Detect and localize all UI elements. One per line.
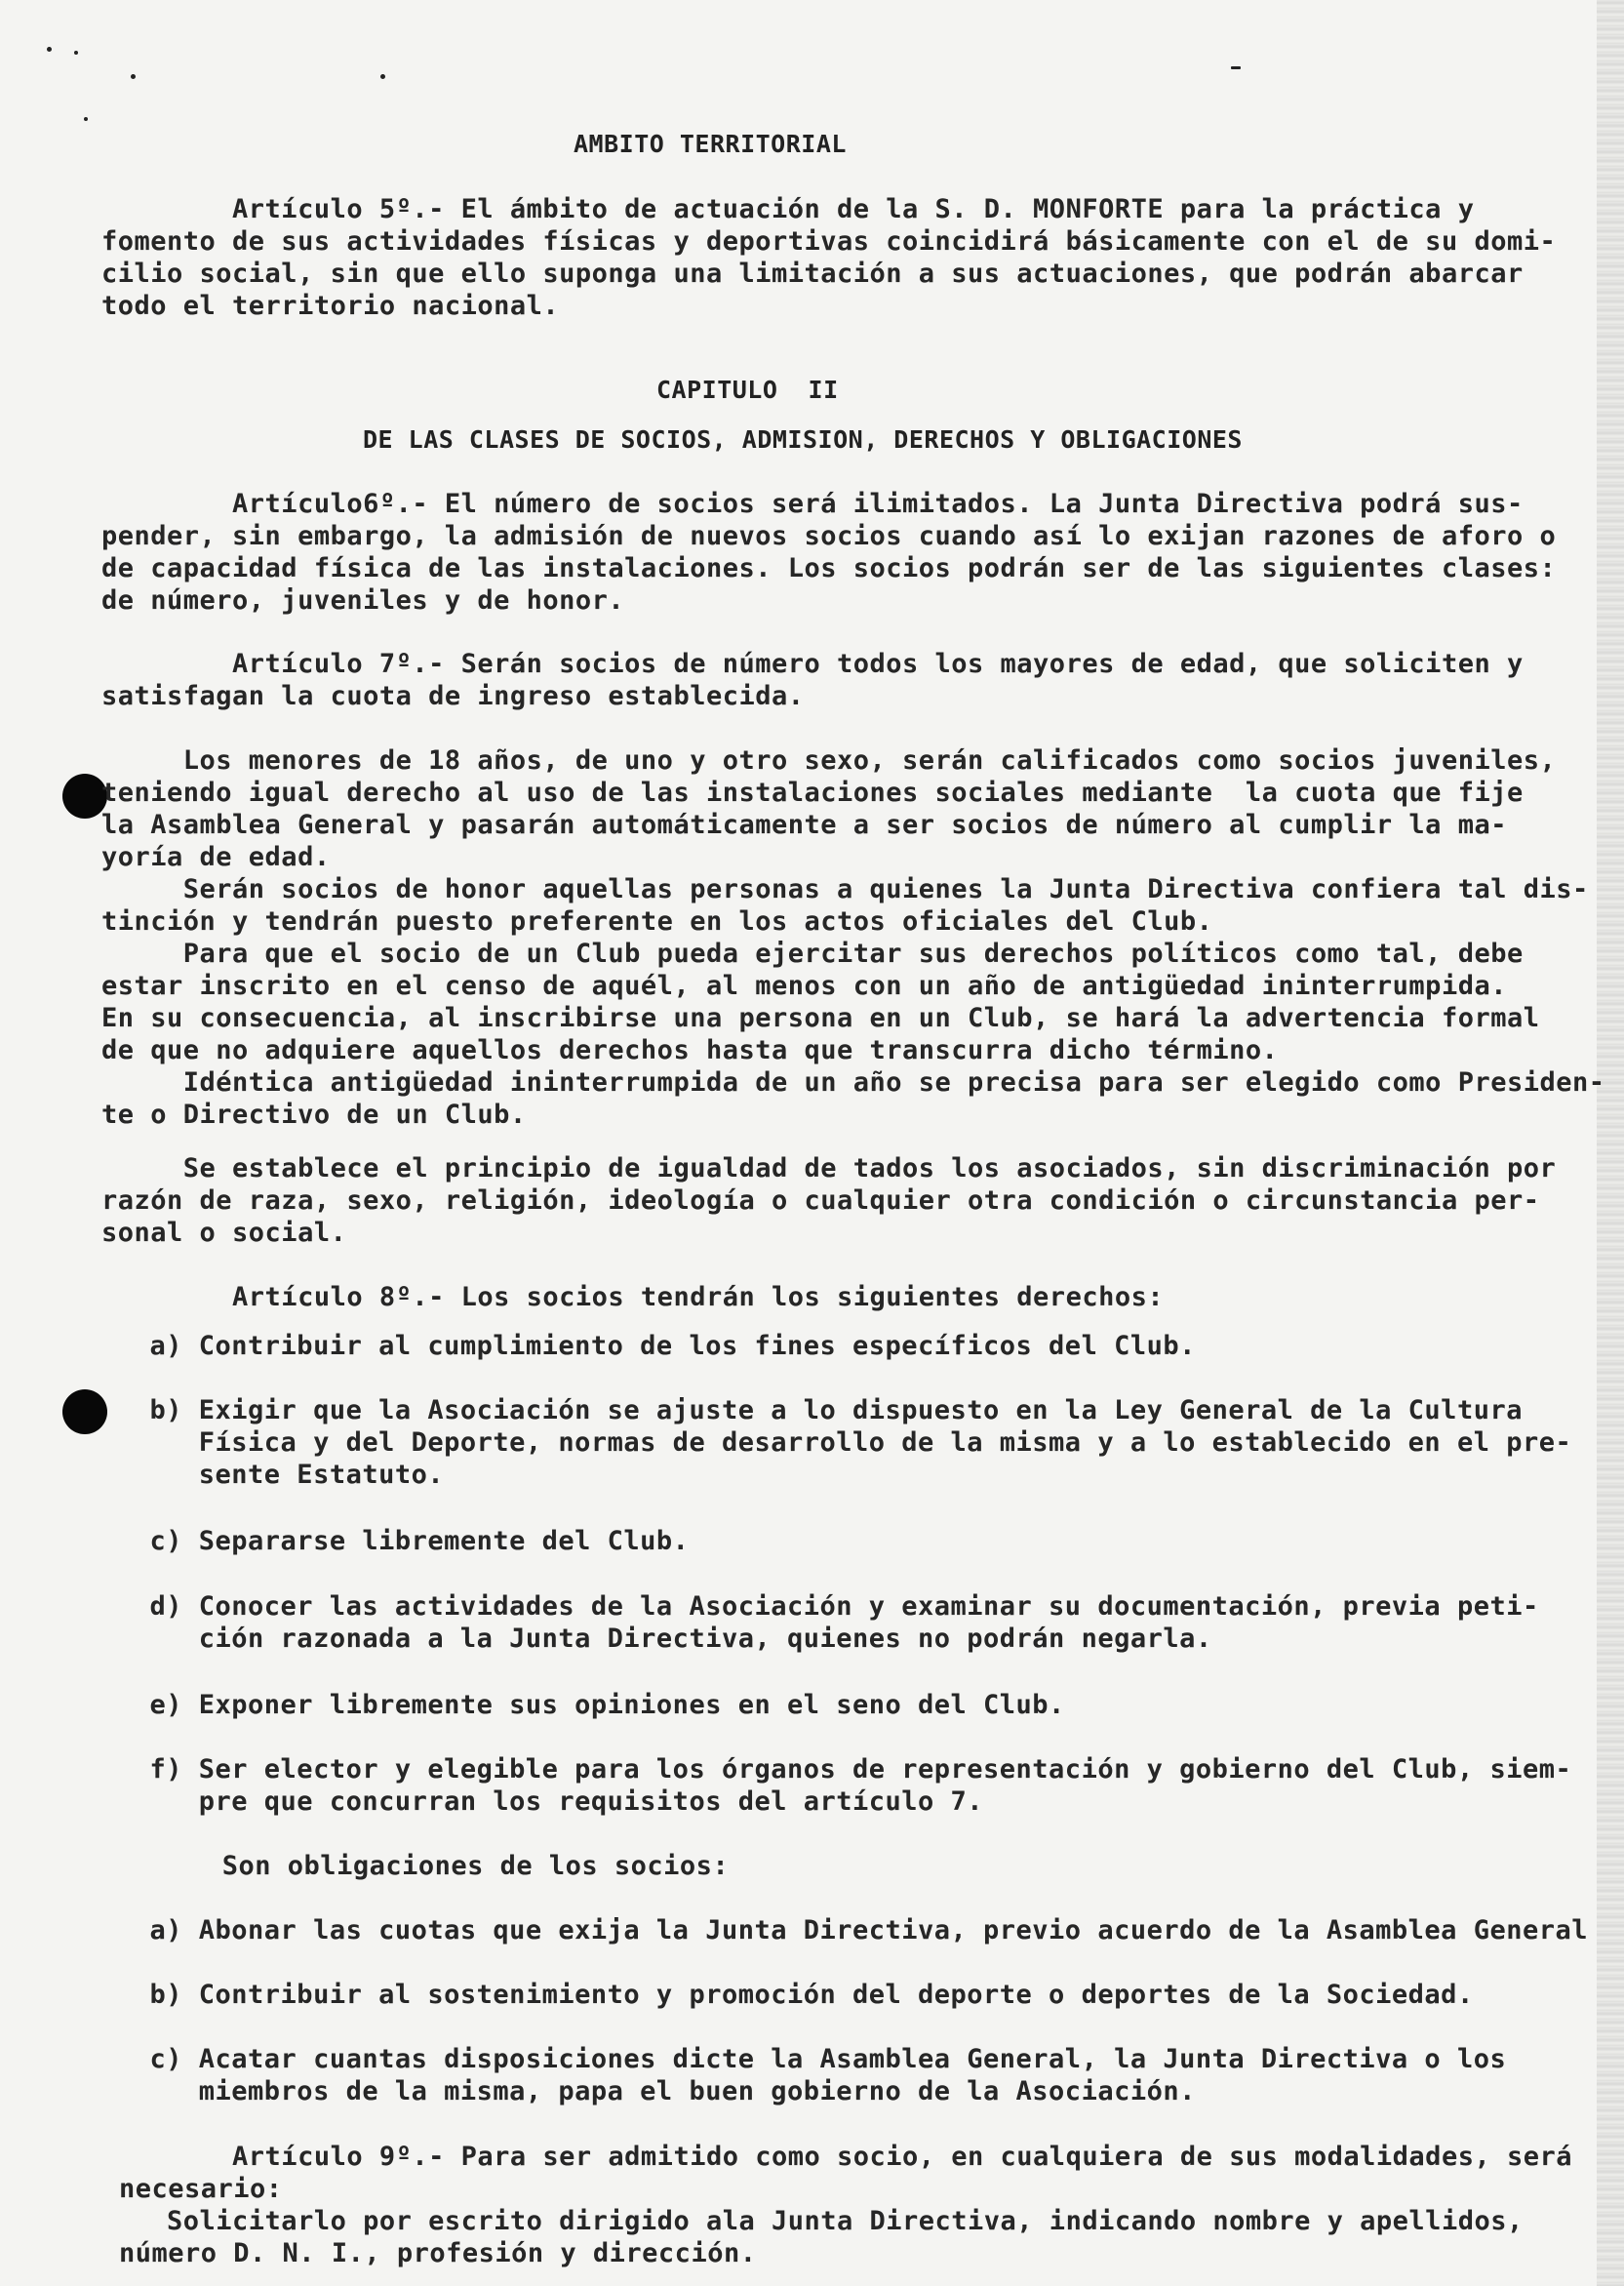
derecho-b-line: sente Estatuto. — [117, 1460, 445, 1490]
menores-line: Para que el socio de un Club pueda ejercitar sus derechos políticos como tal, debe — [101, 939, 1524, 969]
igualdad-line: Se establece el principio de igualdad de tados los asociados, sin discriminación por — [101, 1153, 1557, 1183]
menores-line: Los menores de 18 años, de uno y otro sexo, serán calificados como socios juveniles, — [101, 745, 1557, 776]
art5-line: cilio social, sin que ello suponga una limitación a sus actuaciones, que podrán abarcar — [101, 259, 1524, 289]
obligacion-a: a) Abonar las cuotas que exija la Junta Directiva, previo acuerdo de la Asamblea General — [117, 1915, 1588, 1945]
menores-line: la Asamblea General y pasarán automáticamente a ser socios de número al cumplir la ma- — [101, 810, 1507, 840]
menores-line: Serán socios de honor aquellas personas a quienes la Junta Directiva confiera tal dis- — [101, 874, 1589, 904]
speck — [380, 74, 385, 79]
art6-line: de capacidad física de las instalaciones. Los socios podrán ser de las siguientes clases: — [101, 553, 1557, 583]
art7-line: Artículo 7º.- Serán socios de número todos los mayores de edad, que soliciten y — [101, 649, 1524, 679]
derecho-b-line: Física y del Deporte, normas de desarrollo de la misma y a lo establecido en el pre- — [117, 1427, 1572, 1458]
menores-line: teniendo igual derecho al uso de las instalaciones sociales mediante la cuota que fije — [101, 778, 1524, 808]
art9-line: Solicitarlo por escrito dirigido ala Junta Directiva, indicando nombre y apellidos, — [101, 2206, 1524, 2236]
art6-line: Artículo6º.- El número de socios será ilimitados. La Junta Directiva podrá sus- — [101, 489, 1524, 519]
menores-line: tinción y tendrán puesto preferente en los actos oficiales del Club. — [101, 906, 1213, 937]
punch-hole — [62, 1389, 107, 1434]
art5-line: fomento de sus actividades físicas y deportivas coincidirá básicamente con el de su domi- — [101, 226, 1557, 257]
art8-intro: Artículo 8º.- Los socios tendrán los siguientes derechos: — [101, 1282, 1165, 1312]
art6-line: de número, juveniles y de honor. — [101, 585, 625, 616]
menores-line: yoría de edad. — [101, 842, 331, 872]
menores-line: estar inscrito en el censo de aquél, al menos con un año de antigüedad ininterrumpida. — [101, 971, 1507, 1001]
derecho-e: e) Exponer libremente sus opiniones en el seno del Club. — [117, 1690, 1065, 1720]
menores-line: En su consecuencia, al inscribirse una persona en un Club, se hará la advertencia formal — [101, 1003, 1540, 1033]
speck — [47, 47, 52, 52]
derecho-c: c) Separarse libremente del Club. — [117, 1526, 690, 1556]
speck — [131, 74, 136, 79]
page-edge-shadow — [1597, 0, 1624, 2286]
obligacion-b: b) Contribuir al sostenimiento y promoción del deporte o deportes de la Sociedad. — [117, 1980, 1474, 2010]
art9-line: necesario: — [119, 2174, 283, 2204]
art5-line: todo el territorio nacional. — [101, 291, 560, 321]
obligacion-c-line: miembros de la misma, papa el buen gobierno de la Asociación. — [117, 2076, 1196, 2106]
menores-line: te o Directivo de un Club. — [101, 1100, 527, 1130]
derecho-d-line: ción razonada a la Junta Directiva, quienes no podrán negarla. — [117, 1624, 1212, 1654]
art5-line: Artículo 5º.- El ámbito de actuación de la S. D. MONFORTE para la práctica y — [101, 194, 1475, 224]
art6-line: pender, sin embargo, la admisión de nuevos socios cuando así lo exijan razones de aforo o — [101, 521, 1557, 551]
igualdad-line: razón de raza, sexo, religión, ideología o cualquier otra condición o circunstancia per- — [101, 1185, 1540, 1216]
menores-line: de que no adquiere aquellos derechos hasta que transcurra dicho término. — [101, 1035, 1279, 1065]
obligacion-c-line: c) Acatar cuantas disposiciones dicte la Asamblea General, la Junta Directiva o los — [117, 2044, 1507, 2074]
chapter-title: CAPITULO II — [656, 376, 839, 404]
art9-line: número D. N. I., profesión y dirección. — [119, 2238, 757, 2268]
derecho-f-line: pre que concurran los requisitos del artículo 7. — [117, 1786, 984, 1817]
chapter-subtitle: DE LAS CLASES DE SOCIOS, ADMISION, DERECHOS Y OBLIGACIONES — [363, 425, 1243, 454]
menores-line: Idéntica antigüedad ininterrumpida de un año se precisa para ser elegido como Presiden- — [101, 1067, 1605, 1098]
obligaciones-intro: Son obligaciones de los socios: — [140, 1851, 730, 1881]
speck — [84, 117, 88, 121]
derecho-a: a) Contribuir al cumplimiento de los fines específicos del Club. — [117, 1331, 1196, 1361]
heading-ambito: AMBITO TERRITORIAL — [574, 130, 847, 158]
derecho-b-line: b) Exigir que la Asociación se ajuste a lo dispuesto en la Ley General de la Cultura — [117, 1395, 1523, 1425]
speck — [1231, 66, 1241, 69]
igualdad-line: sonal o social. — [101, 1218, 347, 1248]
speck — [74, 51, 78, 55]
derecho-d-line: d) Conocer las actividades de la Asociación y examinar su documentación, previa peti- — [117, 1591, 1539, 1622]
art7-line: satisfagan la cuota de ingreso establecida. — [101, 681, 805, 711]
art9-line: Artículo 9º.- Para ser admitido como socio, en cualquiera de sus modalidades, será — [101, 2142, 1572, 2172]
derecho-f-line: f) Ser elector y elegible para los órganos de representación y gobierno del Club, siem- — [117, 1754, 1572, 1785]
